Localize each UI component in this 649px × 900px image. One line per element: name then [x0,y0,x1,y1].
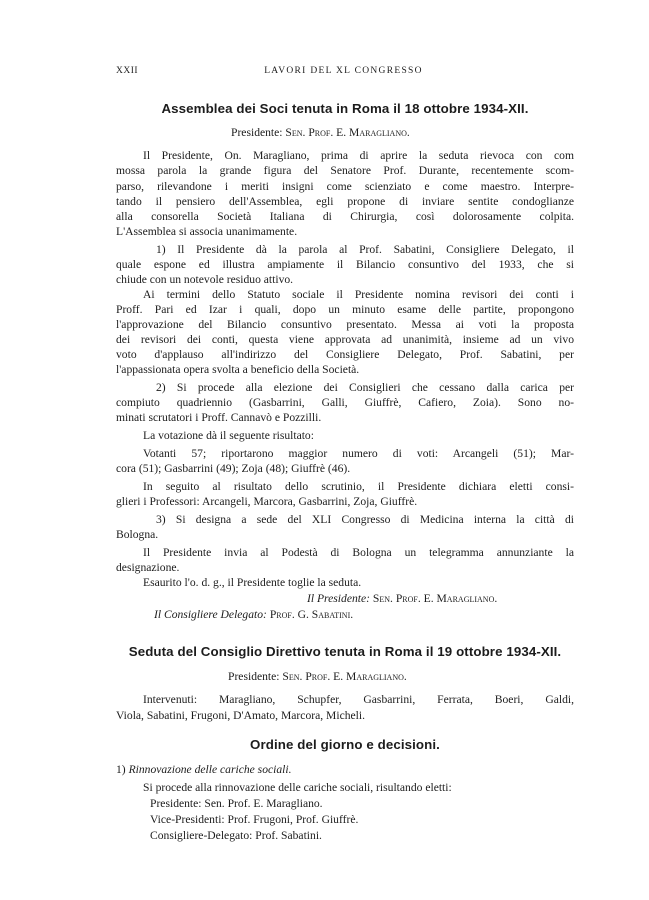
paragraph-line: In seguito al risultato dello scrutinio, il Presidente dichiara eletti consi- [143,480,574,493]
agenda-item-title: 1) Rinnovazione delle cariche sociali. [116,763,292,776]
intervenuti-line: Viola, Sabatini, Frugoni, D'Amato, Marcora, Micheli. [116,709,365,722]
intervenuti-line: Intervenuti: Maragliano, Schupfer, Gasbarrini, Ferrata, Boeri, Galdi, [143,693,574,706]
paragraph-line: Ai termini dello Statuto sociale il Presidente nomina revisori dei conti i [143,288,574,301]
paragraph-line: voto d'applauso all'indirizzo del Consigliere Delegato, Prof. Sabatini, per [116,348,574,361]
paragraph-line: mossa parola la grande figura del Senatore Prof. Durante, recentemente scom- [116,164,574,177]
agenda-item-line: Consigliere-Delegato: Prof. Sabatini. [150,829,322,842]
paragraph-line: 1) Il Presidente dà la parola al Prof. Sabatini, Consigliere Delegato, il [156,243,574,256]
paragraph-line: compiuto quadriennio (Gasbarrini, Galli, Giuffrè, Cafiero, Zoia). Sono no- [116,396,574,409]
presidente-line: Presidente: Sen. Prof. E. Maragliano. [228,670,407,683]
paragraph-line: 3) Si designa a sede del XLI Congresso di Medicina interna la città di [156,513,574,526]
paragraph-line: L'Assemblea si associa unanimamente. [116,225,298,238]
paragraph-line: parso, rilevandone i meriti insigni come scienziato e come maestro. Interpre- [116,180,574,193]
paragraph-line: Proff. Pari ed Izar i quali, dopo un minuto esame delle partite, propongono [116,303,574,316]
agenda-item-line: Si procede alla rinnovazione delle cariche sociali, risultando eletti: [143,781,452,794]
paragraph-line: minati scrutatori i Proff. Cannavò e Pozzilli. [116,411,322,424]
paragraph-line: Il Presidente invia al Podestà di Bologna un telegramma annunziante la [143,546,574,559]
paragraph-line: designazione. [116,561,180,574]
paragraph-line: l'approvazione del Bilancio consuntivo presentato. Messa ai voti la proposta [116,318,574,331]
agenda-item-line: Presidente: Sen. Prof. E. Maragliano. [150,797,323,810]
paragraph-line: alla consorella Società Italiana di Chirurgia, così dolorosamente colpita. [116,210,574,223]
paragraph-line: chiude con un notevole residuo attivo. [116,273,294,286]
paragraph-line: quale espone ed illustra ampiamente il Bilancio consuntivo del 1933, che si [116,258,574,271]
presidente-line: Presidente: Sen. Prof. E. Maragliano. [231,126,410,139]
running-title: LAVORI DEL XL CONGRESSO [264,66,423,76]
paragraph-line: Esaurito l'o. d. g., il Presidente toglie la seduta. [143,576,362,589]
paragraph-line: La votazione dà il seguente risultato: [143,429,314,442]
paragraph-line: 2) Si procede alla elezione dei Consiglieri che cessano dalla carica per [156,381,574,394]
signature-presidente: Il Presidente: Sen. Prof. E. Maragliano. [307,592,498,605]
paragraph-line: Il Presidente, On. Maragliano, prima di aprire la seduta rievoca con com [143,149,574,162]
signature-consigliere: Il Consigliere Delegato: Prof. G. Sabatini. [154,608,354,621]
paragraph-line: Bologna. [116,528,159,541]
paragraph-line: dei revisori dei conti, questa viene approvata ad unanimità, insieme ad un vivo [116,333,574,346]
page-number: XXII [116,66,139,76]
paragraph-line: glieri i Professori: Arcangeli, Marcora, Gasbarrini, Zoja, Giuffrè. [116,495,418,508]
subsection-title: Ordine del giorno e decisioni. [250,737,440,752]
agenda-item-line: Vice-Presidenti: Prof. Frugoni, Prof. Giuffrè. [150,813,359,826]
section-title-consiglio: Seduta del Consiglio Direttivo tenuta in Roma il 19 ottobre 1934-XII. [128,644,562,659]
paragraph-line: l'appassionata opera svolta a beneficio della Società. [116,363,360,376]
paragraph-line: Votanti 57; riportarono maggior numero di voti: Arcangeli (51); Mar- [143,447,574,460]
paragraph-line: tando il pensiero dell'Assemblea, egli propone di inviare sentite condoglianze [116,195,574,208]
paragraph-line: cora (51); Gasbarrini (49); Zoja (48); Giuffrè (46). [116,462,351,475]
section-title-assemblea: Assemblea dei Soci tenuta in Roma il 18 ottobre 1934-XII. [161,101,529,116]
